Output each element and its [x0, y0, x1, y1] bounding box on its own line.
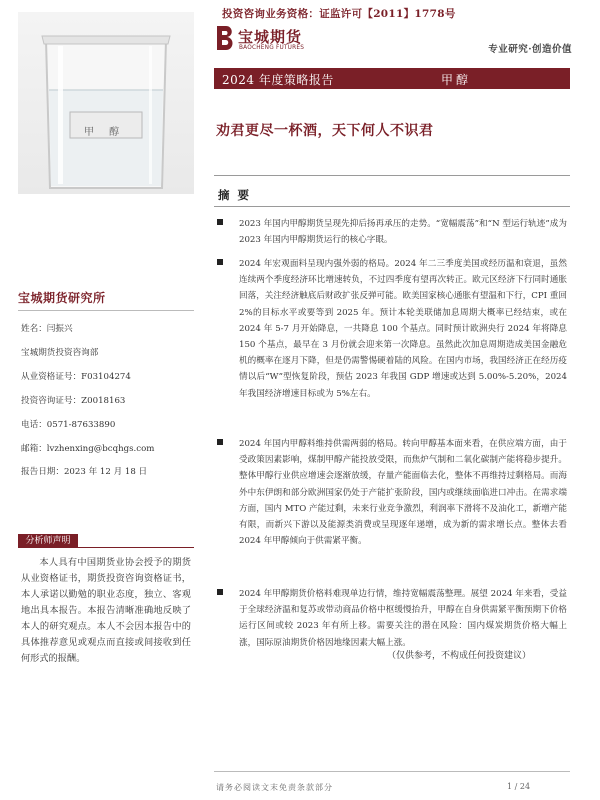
abstract-text: 2024 年国内甲醇料维持供需两弱的格局。转向甲醇基本面来看，在供应端方面，由于受政策因素影响，煤制甲醇产能投放受限，而焦炉气制和二氧化碳制产能将稳步提升。整体甲醇行业供应增速会逐渐放缓，存量产能面临去化，整体不再维持过剩格局。而海外中东伊朗和部分欧洲国家仍处于产能扩张阶段，国内或继续面临进口冲击。在需求端方面，国内 MTO 产能过剩，未来行业竞争激烈，利润率下滑将不及油化工，新增产能有限，而新兴下游以及能源类消费或呈现逐年递增，成为新的需求增长点。整体去看 2024 年甲醇倾向于供需紧平衡。	[239, 439, 567, 547]
logo-mark-icon	[214, 24, 236, 52]
report-title: 2024 年度策略报告	[222, 73, 334, 87]
abstract-item	[214, 256, 570, 402]
brand-logo	[214, 24, 324, 58]
divider	[214, 175, 570, 176]
institute-name: 宝城期货研究所	[18, 291, 106, 305]
divider	[214, 771, 570, 772]
divider	[214, 206, 570, 207]
email: 邮箱：lvzhenxing@bcqhgs.com	[21, 444, 155, 454]
beaker-label: 甲 醇	[84, 127, 126, 138]
headline: 劝君更尽一杯酒，天下何人不识君	[216, 123, 434, 139]
department: 宝城期货投资咨询部	[21, 348, 99, 358]
page-number: 1 / 24	[507, 782, 531, 791]
abstract-title: 摘 要	[218, 188, 252, 202]
license-number: 从业资格证号：F03104274	[21, 372, 131, 382]
phone: 电话：0571-87633890	[21, 420, 116, 430]
abstract-item	[214, 586, 570, 651]
bullet-icon	[217, 259, 223, 265]
slogan: 专业研究·创造价值	[488, 44, 572, 55]
report-date: 报告日期：2023 年 12 月 18 日	[21, 467, 148, 477]
product-name: 甲醇	[441, 73, 472, 87]
abstract-text: 2023 年国内甲醇期货呈现先抑后扬再承压的走势。“宽幅震荡”和“N 型运行轨迹”成为 2023 年国内甲醇期货运行的核心字眼。	[239, 219, 567, 246]
brand-name-en: BAOCHENG FUTURES	[239, 45, 305, 51]
bullet-icon	[217, 439, 223, 445]
analyst-name: 姓名：闫振兴	[21, 324, 73, 334]
brand-name: 宝城期货	[238, 28, 303, 46]
divider	[18, 310, 194, 311]
bullet-icon	[217, 219, 223, 225]
abstract-text: 2024 年甲醇期货价格料难现单边行情，维持宽幅震荡整理。展望 2024 年来看，受益于全球经济温和复苏或带动商品价格中枢缓慢抬升，甲醇在自身供需紧平衡预期下价格运行区间或较 2023 年有所上移。需要关注的潜在风险：国内煤炭期货价格大幅上涨，国际原油期货价格因地缘因素大幅上涨。	[239, 589, 567, 648]
divider	[78, 547, 194, 548]
abstract-text: 2024 年宏观面料呈现内强外弱的格局。2024 年二三季度美国或经历温和衰退，虽然连续两个季度经济环比增速转负，不过四季度有望再次转正。欧元区经济下行同时通胀回落，关注经济触底后财政扩张反弹可能。欧美国家核心通胀有望温和下行，CPI 重回 2%的目标水平或要等到 2025 年。预计本轮美联储加息周期大概率已经结束，或在 2024 年 5-7 月开始降息，一共降息 100 个基点。同时预计欧洲央行 2024 年将降息 150 个基点，最早在 3 月份就会迎来第一次降息。虽然此次加息周期造成美国金融危机的概率在逐月下降，但是仍需警惕硬着陆的风险。在国内市场，我国经济正在经历疫情以后“W”型恢复阶段，预估 2023 年我国 GDP 增速或达到 5.00%-5.20%，2024 年我国经济增速目标或为 5%左右。	[239, 259, 567, 399]
footer-note: 请务必阅读文末免责条款部分	[216, 783, 333, 792]
analyst-statement-title: 分析师声明	[18, 534, 78, 548]
consult-number: 投资咨询证号：Z0018163	[21, 396, 126, 406]
abstract-item	[214, 436, 570, 549]
abstract-item	[214, 216, 570, 248]
disclaimer-note: （仅供参考，不构成任何投资建议）	[387, 651, 532, 661]
license-text: 投资咨询业务资格：证监许可【2011】1778号	[222, 8, 456, 20]
analyst-statement: 本人具有中国期货业协会授予的期货从业资格证书，期货投资咨询资格证书，本人承诺以勤勉的职业态度，独立、客观地出具本报告。本报告清晰准确地反映了本人的研究观点。本人不会因本报告中的具体推荐意见或观点而直接或间接收到任何形式的报酬。	[21, 557, 191, 664]
cover-image	[18, 12, 194, 194]
beaker-illustration	[18, 12, 194, 194]
bullet-icon	[217, 589, 223, 595]
report-banner	[214, 68, 570, 89]
